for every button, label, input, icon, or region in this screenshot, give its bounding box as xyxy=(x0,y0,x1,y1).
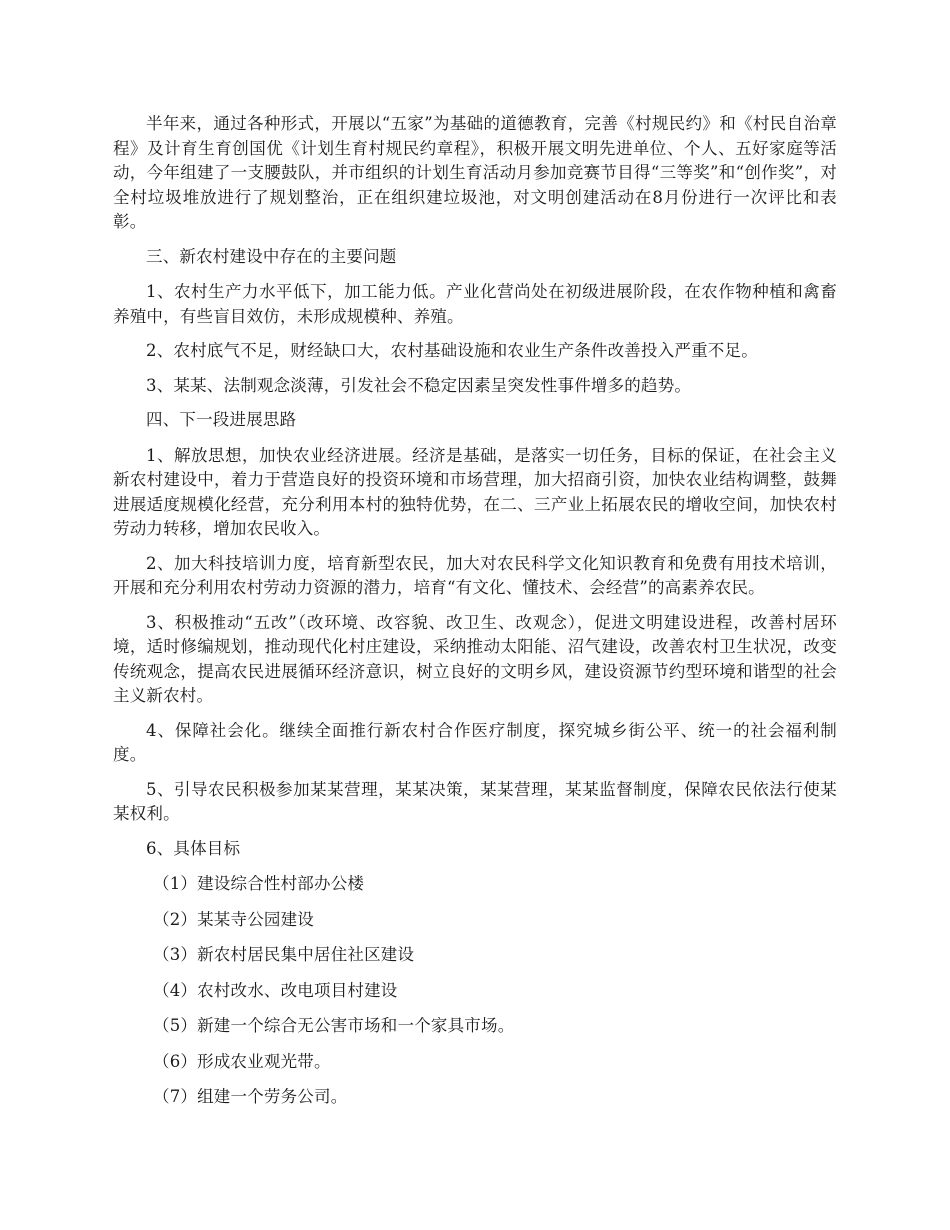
paragraph-plan-3: 3、积极推动“五改”（改环境、改容貌、改卫生、改观念），促进文明建设进程，改善村居环境，适时修编规划，推动现代化村庄建设，采纳推动太阳能、沼气建设，改善农村卫生状况，改变传统观念，提高农民进展循环经济意识，树立良好的文明乡风，建设资源节约型环境和谐型的社会主义新农村。 xyxy=(113,612,837,705)
paragraph-plan-6-heading: 6、具体目标 xyxy=(146,838,241,858)
paragraph-plan-5: 5、引导农民积极参加某某营理，某某决策，某某营理，某某监督制度，保障农民依法行使某某权利。 xyxy=(113,779,837,823)
paragraph-problem-2: 2、农村底气不足，财经缺口大，农村基础设施和农业生产条件改善投入严重不足。 xyxy=(146,341,758,360)
paragraph-plan-1: 1、解放思想，加快农业经济进展。经济是基础，是落实一切任务，目标的保证，在社会主义新农村建设中，着力于营造良好的投资环境和市场营理，加大招商引资，加快农业结构调整，鼓舞进展适度规模化经营，充分利用本村的独特优势，在二、三产业上拓展农民的增收空间，加快农村劳动力转移，增加农民收入。 xyxy=(113,445,837,538)
list-item: （6）形成农业观光带。 xyxy=(153,1051,331,1071)
list-item: （3）新农村居民集中居住社区建设 xyxy=(153,945,415,964)
list-item: （4）农村改水、改电项目村建设 xyxy=(153,980,398,1000)
list-item: （5）新建一个综合无公害市场和一个家具市场。 xyxy=(153,1016,515,1035)
list-item: （1）建设综合性村部办公楼 xyxy=(153,874,365,893)
goals-list xyxy=(113,872,837,1110)
paragraph-plan-2: 2、加大科技培训力度，培育新型农民，加大对农民科学文化知识教育和免费有用技术培训，开展和充分利用农村劳动力资源的潜力，培育“有文化、懂技术、会经营”的高素养农民。 xyxy=(113,553,837,597)
paragraph-problem-1: 1、农村生产力水平低下，加工能力低。产业化营尚处在初级进展阶段，在农作物种植和禽畜养殖中，有些盲目效仿，未形成规模种、养殖。 xyxy=(113,282,837,326)
paragraph-plan-4: 4、保障社会化。继续全面推行新农村合作医疗制度，探究城乡街公平、统一的社会福利制度。 xyxy=(113,720,837,764)
section-heading-problems: 三、新农村建设中存在的主要问题 xyxy=(146,246,397,266)
paragraph-problem-3: 3、某某、法制观念淡薄，引发社会不稳定因素呈突发性事件增多的趋势。 xyxy=(146,375,692,395)
list-item: （7）组建一个劳务公司。 xyxy=(153,1087,348,1106)
document-page xyxy=(113,112,837,1121)
section-heading-plans: 四、下一段进展思路 xyxy=(146,410,297,429)
paragraph-summary: 半年来，通过各种形式，开展以“五家”为基础的道德教育，完善《村规民约》和《村民自治章程》及计育生育创国优《计划生育村规民约章程》，积极开展文明先进单位、个人、五好家庭等活动，今年组建了一支腰鼓队，并市组织的计划生育活动月参加竞赛节目得“三等奖”和“创作奖”，对全村垃圾堆放进行了规划整治，正在组织建垃圾池，对文明创建活动在8月份进行一次评比和表彰。 xyxy=(113,114,837,231)
list-item: （2）某某寺公园建设 xyxy=(153,909,314,929)
